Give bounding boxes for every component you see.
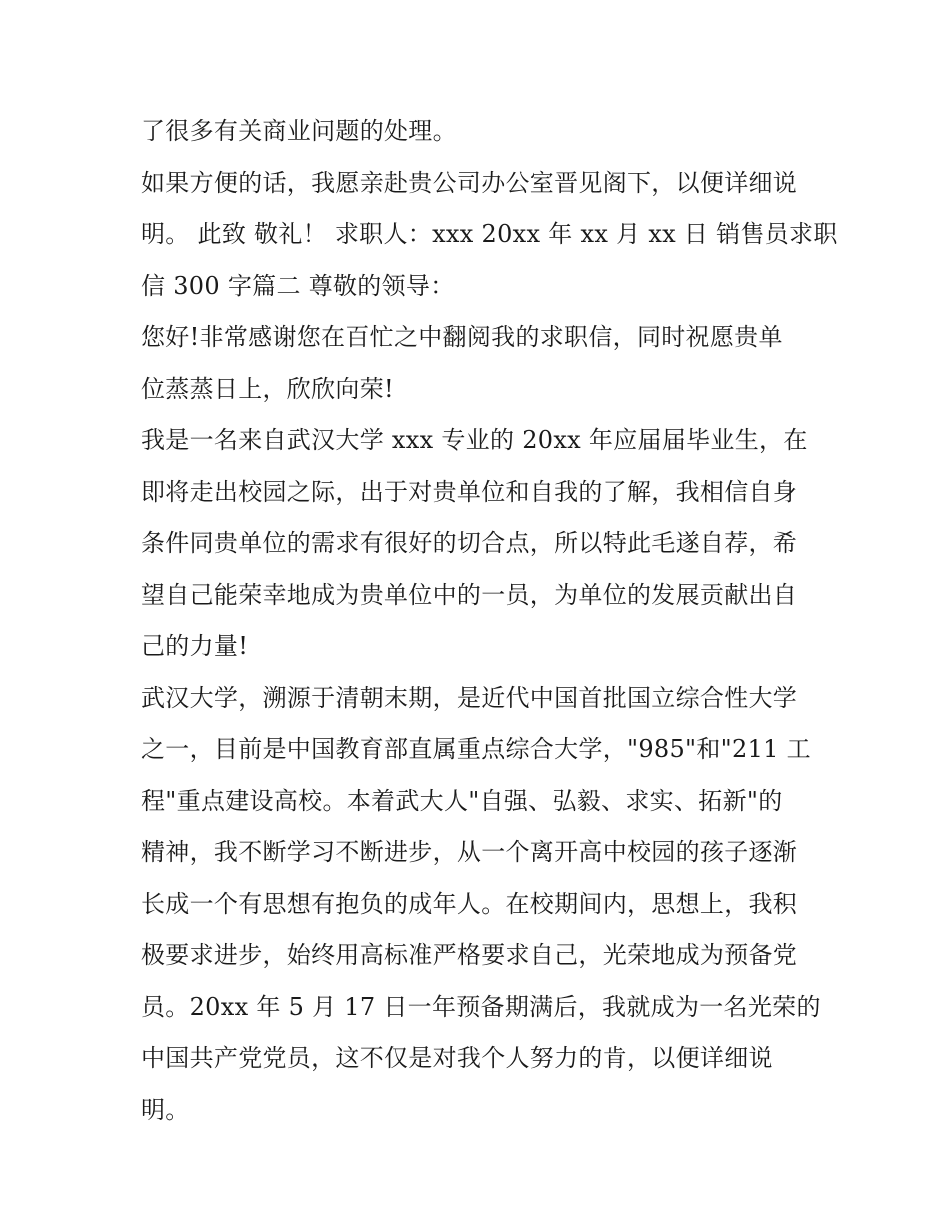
text-line: 您好!非常感谢您在百忙之中翻阅我的求职信，同时祝愿贵单: [141, 323, 783, 351]
text-line: 精神，我不断学习不断进步，从一个离开高中校园的孩子逐渐: [141, 838, 798, 866]
text-line: 明。 此致 敬礼！ 求职人：xxx 20xx 年 xx 月 xx 日 销售员求职: [141, 220, 838, 248]
text-line: 望自己能荣幸地成为贵单位中的一员，为单位的发展贡献出自: [141, 580, 798, 609]
text-line: 如果方便的话，我愿亲赴贵公司办公室晋见阁下，以便详细说: [141, 168, 798, 197]
text-line: 长成一个有思想有抱负的成年人。在校期间内，思想上，我积: [141, 889, 798, 918]
text-line: 武汉大学，溯源于清朝末期，是近代中国首批国立综合性大学: [141, 683, 798, 712]
text-line: 了很多有关商业问题的处理。: [141, 117, 457, 145]
text-line: 我是一名来自武汉大学 xxx 专业的 20xx 年应届届毕业生，在: [141, 426, 808, 454]
text-line: 之一，目前是中国教育部直属重点综合大学，"985"和"211 工: [141, 735, 811, 763]
text-line: 即将走出校园之际，出于对贵单位和自我的了解，我相信自身: [141, 477, 798, 506]
body-text: [141, 106, 838, 1136]
text-line: 中国共产党党员，这不仅是对我个人努力的肯，以便详细说: [141, 1044, 773, 1072]
text-line: 位蒸蒸日上，欣欣向荣!: [141, 374, 394, 403]
text-line: 员。20xx 年 5 月 17 日一年预备期满后，我就成为一名光荣的: [141, 992, 821, 1021]
text-line: 信 300 字篇二 尊敬的领导：: [141, 271, 455, 300]
text-line: 极要求进步，始终用高标准严格要求自己，光荣地成为预备党: [141, 941, 798, 969]
text-line: 己的力量!: [141, 632, 249, 660]
text-line: 程"重点建设高校。本着武大人"自强、弘毅、求实、拓新"的: [141, 786, 783, 815]
text-line: 明。: [141, 1095, 190, 1124]
text-line: 条件同贵单位的需求有很好的切合点，所以特此毛遂自荐，希: [141, 529, 798, 557]
